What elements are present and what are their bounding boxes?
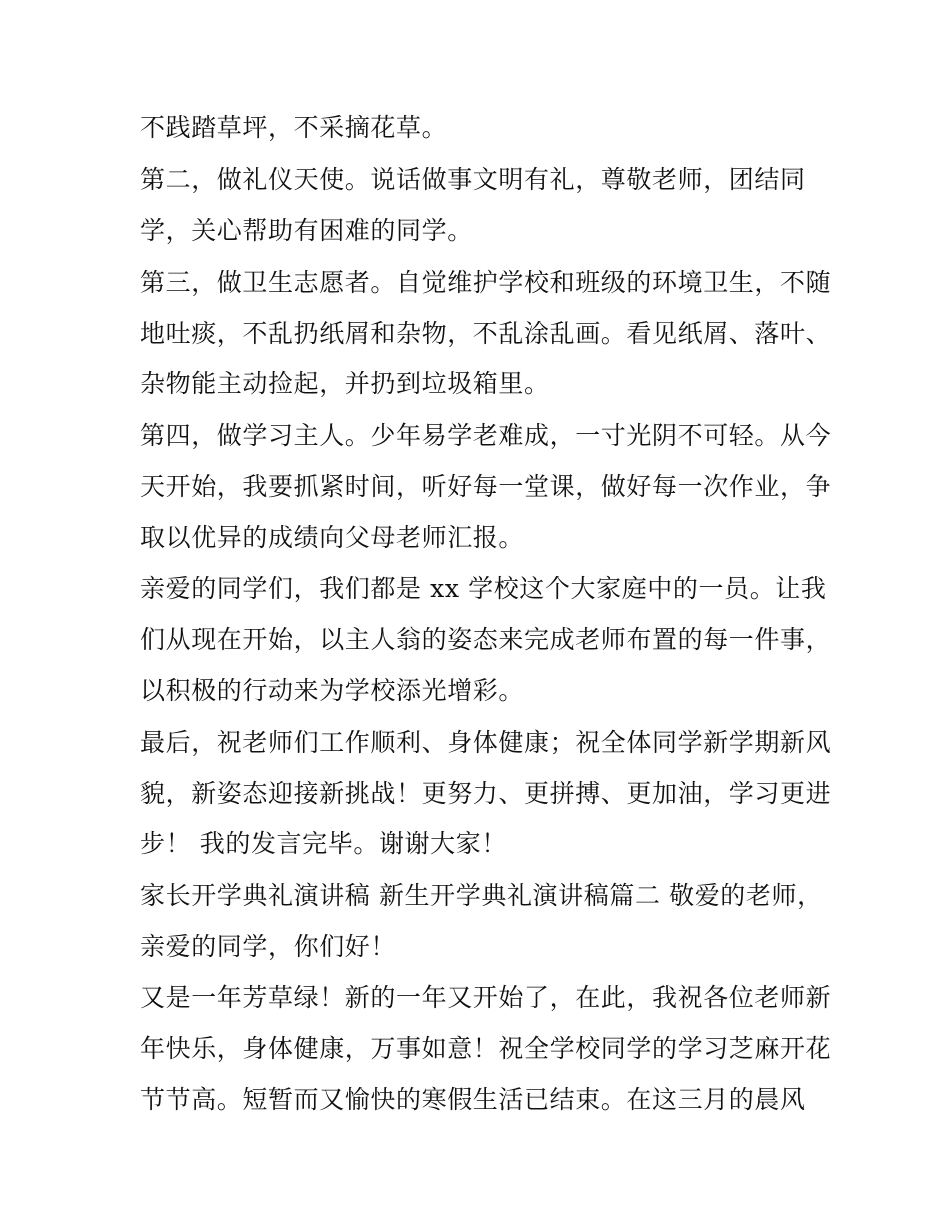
text-line: 第三，做卫生志愿者。自觉维护学校和班级的环境卫生，不随 [140, 268, 832, 297]
text-line: 学，关心帮助有困难的同学。 [140, 216, 473, 245]
text-line: 第二，做礼仪天使。说话做事文明有礼，尊敬老师，团结同 [140, 165, 806, 194]
text-line: 们从现在开始，以主人翁的姿态来完成老师布置的每一件事， [140, 625, 832, 654]
text-line: 地吐痰，不乱扔纸屑和杂物，不乱涂乱画。看见纸屑、落叶、 [140, 319, 832, 348]
text-line: 年快乐，身体健康，万事如意！祝全学校同学的学习芝麻开花 [140, 1034, 832, 1063]
text-line: 以积极的行动来为学校添光增彩。 [140, 676, 525, 705]
text-line: 步！ 我的发言完毕。谢谢大家！ [140, 829, 507, 858]
text-line: 家长开学典礼演讲稿 新生开学典礼演讲稿篇二 敬爱的老师， [140, 881, 823, 910]
text-line: 节节高。短暂而又愉快的寒假生活已结束。在这三月的晨风 [140, 1085, 806, 1114]
text-line: 亲爱的同学，你们好！ [140, 932, 397, 961]
text-line: 取以优异的成绩向父母老师汇报。 [140, 523, 525, 552]
text-line: 亲爱的同学们，我们都是 xx 学校这个大家庭中的一员。让我 [140, 574, 827, 603]
text-line: 杂物能主动捡起，并扔到垃圾箱里。 [140, 369, 550, 398]
text-line: 天开始，我要抓紧时间，听好每一堂课，做好每一次作业，争 [140, 472, 832, 501]
text-line: 第四，做学习主人。少年易学老难成，一寸光阴不可轻。从今 [140, 421, 832, 450]
text-line: 又是一年芳草绿！新的一年又开始了，在此，我祝各位老师新 [140, 983, 832, 1012]
text-line: 最后，祝老师们工作顺利、身体健康；祝全体同学新学期新风 [140, 728, 832, 757]
text-line: 不践踏草坪，不采摘花草。 [140, 113, 448, 142]
text-line: 貌，新姿态迎接新挑战！更努力、更拼搏、更加油，学习更进 [140, 779, 832, 808]
